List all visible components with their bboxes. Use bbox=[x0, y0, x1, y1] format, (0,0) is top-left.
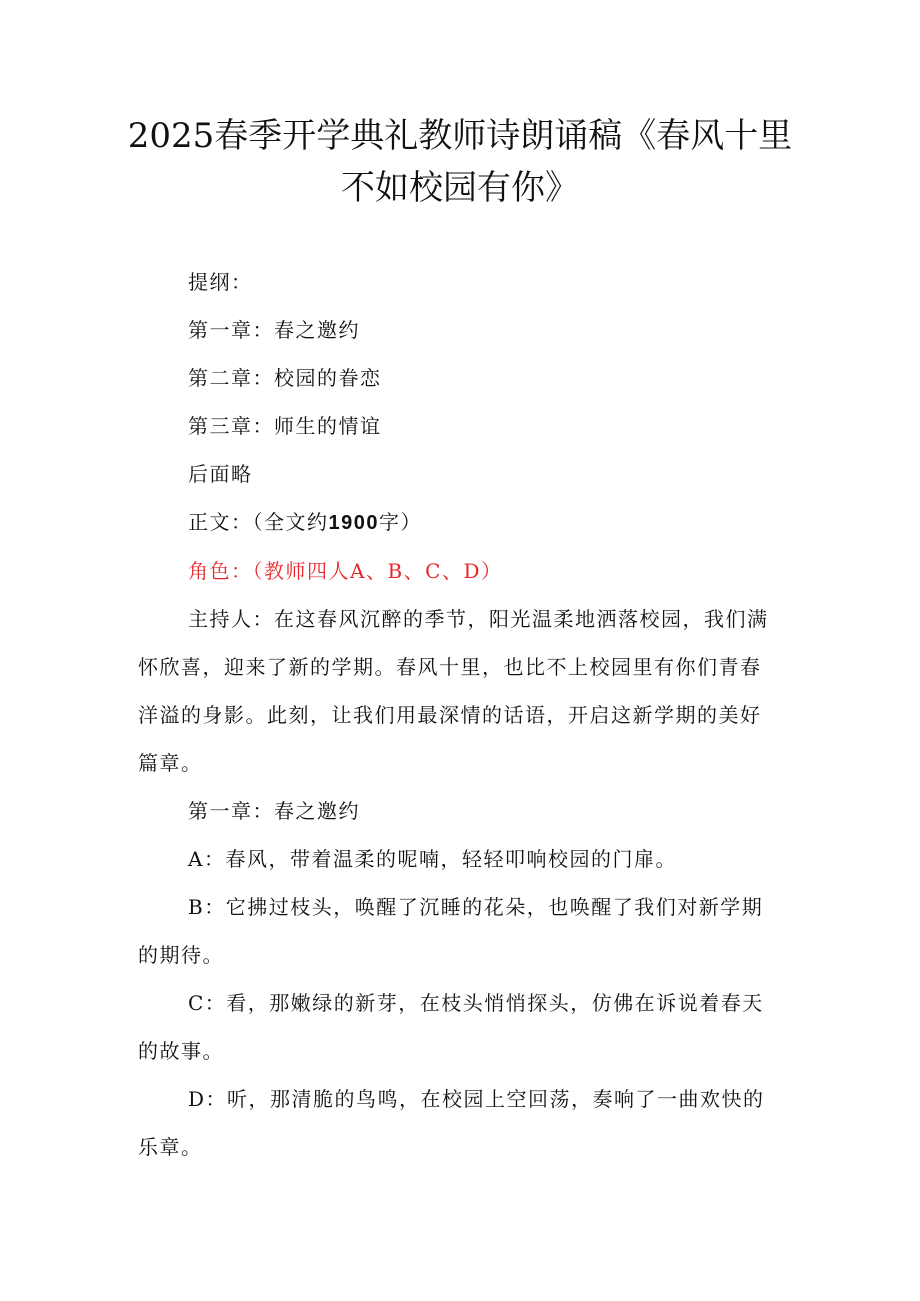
title-line-2: 不如校园有你》 bbox=[341, 168, 579, 208]
dialogue-line-a: A：春风，带着温柔的呢喃，轻轻叩响校园的门扉。 bbox=[188, 847, 677, 871]
body-info bbox=[138, 498, 778, 547]
outline-item: 第三章：师生的情谊 bbox=[188, 414, 382, 438]
document-title bbox=[120, 110, 800, 214]
dialogue-line-c: C：看，那嫩绿的新芽，在枝头悄悄探头，仿佛在诉说着春天的故事。 bbox=[138, 991, 764, 1063]
host-paragraph: 主持人：在这春风沉醉的季节，阳光温柔地洒落校园，我们满怀欣喜，迎来了新的学期。春风十里，也比不上校园里有你们青春洋溢的身影。此刻，让我们用最深情的话语，开启这新学期的美好篇章。 bbox=[138, 607, 769, 775]
dialogue-line-b: B：它拂过枝头，唤醒了沉睡的花朵，也唤醒了我们对新学期的期待。 bbox=[138, 895, 764, 967]
body-info-suffix: 字） bbox=[379, 510, 422, 534]
outline-label: 提纲： bbox=[188, 270, 253, 294]
outline-item: 第二章：校园的眷恋 bbox=[188, 366, 382, 390]
outline-item: 第一章：春之邀约 bbox=[188, 318, 360, 342]
body-info-prefix: 正文：（全文约 bbox=[188, 510, 329, 534]
document-body bbox=[138, 258, 778, 1171]
chapter-heading: 第一章：春之邀约 bbox=[188, 799, 360, 823]
roles-line: 角色：（教师四人A、B、C、D） bbox=[188, 559, 503, 583]
title-line-1: 2025春季开学典礼教师诗朗诵稿《春风十里 bbox=[127, 116, 793, 156]
dialogue-line-d: D：听，那清脆的鸟鸣，在校园上空回荡，奏响了一曲欢快的乐章。 bbox=[138, 1087, 765, 1159]
word-count: 1900 bbox=[328, 512, 379, 534]
outline-item: 后面略 bbox=[188, 462, 253, 486]
